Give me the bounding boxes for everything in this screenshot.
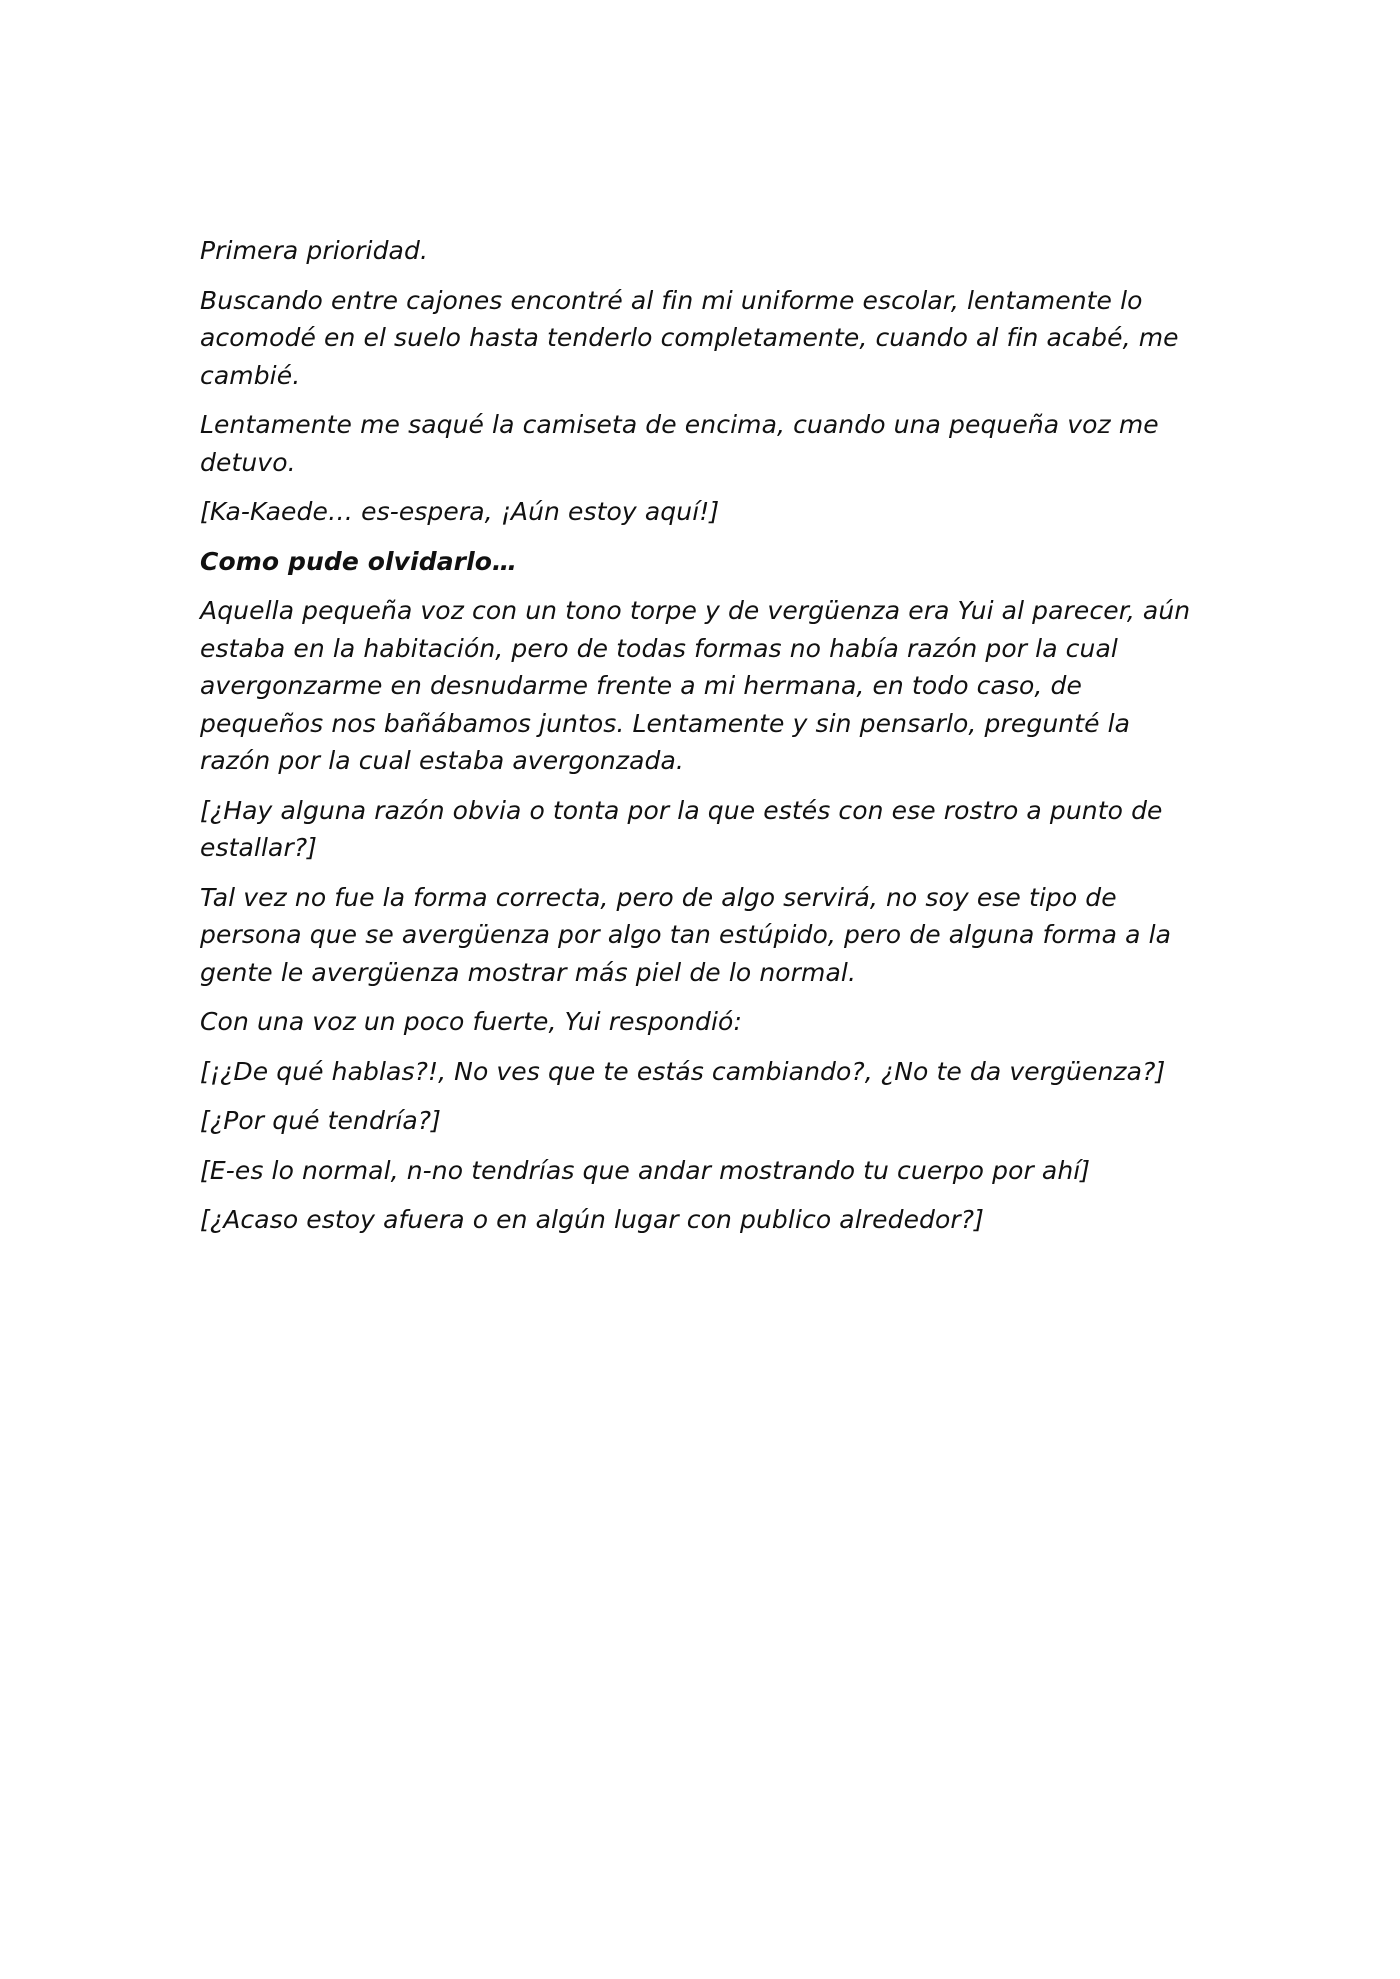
paragraph-6: Aquella pequeña voz con un tono torpe y de vergüenza era Yui al parecer, aún estaba en la habitación, pero de todas formas no había razón por la cual avergonzarme en desnudarme frente a mi hermana, en todo caso, de pequeños nos bañábamos juntos. Lentamente y sin pensarlo, pregunté la razón por la cual estaba avergonzada. bbox=[200, 596, 1191, 775]
dialogue-line: [¡¿De qué hablas?!, No ves que te estás cambiando?, ¿No te da vergüenza?] bbox=[200, 1056, 1166, 1086]
paragraph-8: Tal vez no fue la forma correcta, pero de algo servirá, no soy ese tipo de persona que se avergüenza por algo tan estúpido, pero de alguna forma a la gente le avergüenza mostrar más piel de lo normal. bbox=[200, 882, 1172, 987]
paragraph-3: Lentamente me saqué la camiseta de encima, cuando una pequeña voz me detuvo. bbox=[200, 410, 1159, 477]
dialogue-line: [¿Hay alguna razón obvia o tonta por la que estés con ese rostro a punto de estallar?] bbox=[200, 795, 1163, 862]
dialogue-line: [¿Por qué tendría?] bbox=[200, 1106, 442, 1135]
paragraph-1: Primera prioridad. bbox=[200, 236, 428, 265]
dialogue-line: [Ka-Kaede… es-espera, ¡Aún estoy aquí!] bbox=[200, 497, 720, 526]
dialogue-line: [¿Acaso estoy afuera o en algún lugar con publico alrededor?] bbox=[200, 1205, 985, 1234]
dialogue-line: [E-es lo normal, n-no tendrías que andar mostrando tu cuerpo por ahí] bbox=[200, 1155, 1091, 1185]
paragraph-9: Con una voz un poco fuerte, Yui respondió: bbox=[200, 1007, 742, 1036]
document-body bbox=[200, 232, 1200, 1251]
bold-thought: Como pude olvidarlo… bbox=[200, 546, 518, 576]
paragraph-2: Buscando entre cajones encontré al fin mi uniforme escolar, lentamente lo acomodé en el suelo hasta tenderlo completamente, cuando al fin acabé, me cambié. bbox=[200, 285, 1179, 390]
